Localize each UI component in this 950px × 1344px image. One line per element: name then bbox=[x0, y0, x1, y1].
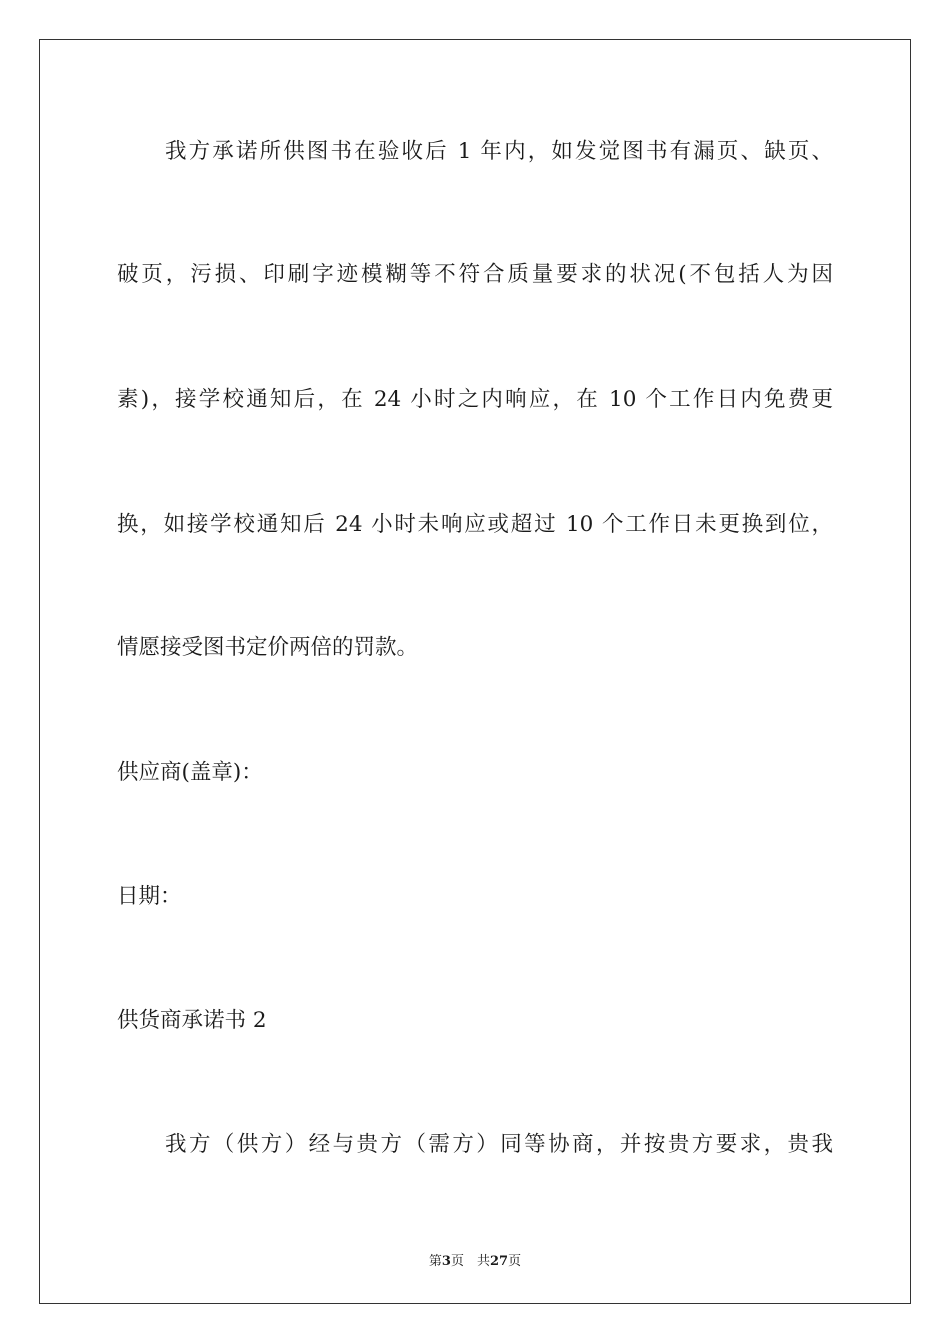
page-border bbox=[39, 39, 911, 1304]
footer-page-total: 27 bbox=[489, 1254, 509, 1269]
section-title: 供货商承诺书 2 bbox=[117, 1008, 267, 1033]
footer-page-prefix: 第 bbox=[428, 1254, 442, 1269]
paragraph2-line1: 我方（供方）经与贵方（需方）同等协商，并按贵方要求，贵我 bbox=[165, 1132, 833, 1157]
footer-page-mid: 页 共 bbox=[450, 1254, 490, 1269]
supplier-seal-label: 供应商(盖章)： bbox=[117, 760, 263, 785]
paragraph1-line2: 破页，污损、印刷字迹模糊等不符合质量要求的状况(不包括人为因 bbox=[117, 262, 833, 287]
date-label: 日期： bbox=[117, 884, 182, 909]
footer-page-current: 3 bbox=[441, 1254, 451, 1269]
paragraph1-line1: 我方承诺所供图书在验收后 1 年内，如发觉图书有漏页、缺页、 bbox=[165, 139, 833, 164]
paragraph1-line3: 素)，接学校通知后，在 24 小时之内响应，在 10 个工作日内免费更 bbox=[117, 387, 833, 412]
page-footer bbox=[0, 1250, 950, 1269]
paragraph1-line5: 情愿接受图书定价两倍的罚款。 bbox=[117, 635, 419, 660]
paragraph1-line4: 换，如接学校通知后 24 小时未响应或超过 10 个工作日未更换到位， bbox=[117, 512, 833, 537]
footer-page-suffix: 页 bbox=[508, 1254, 522, 1269]
